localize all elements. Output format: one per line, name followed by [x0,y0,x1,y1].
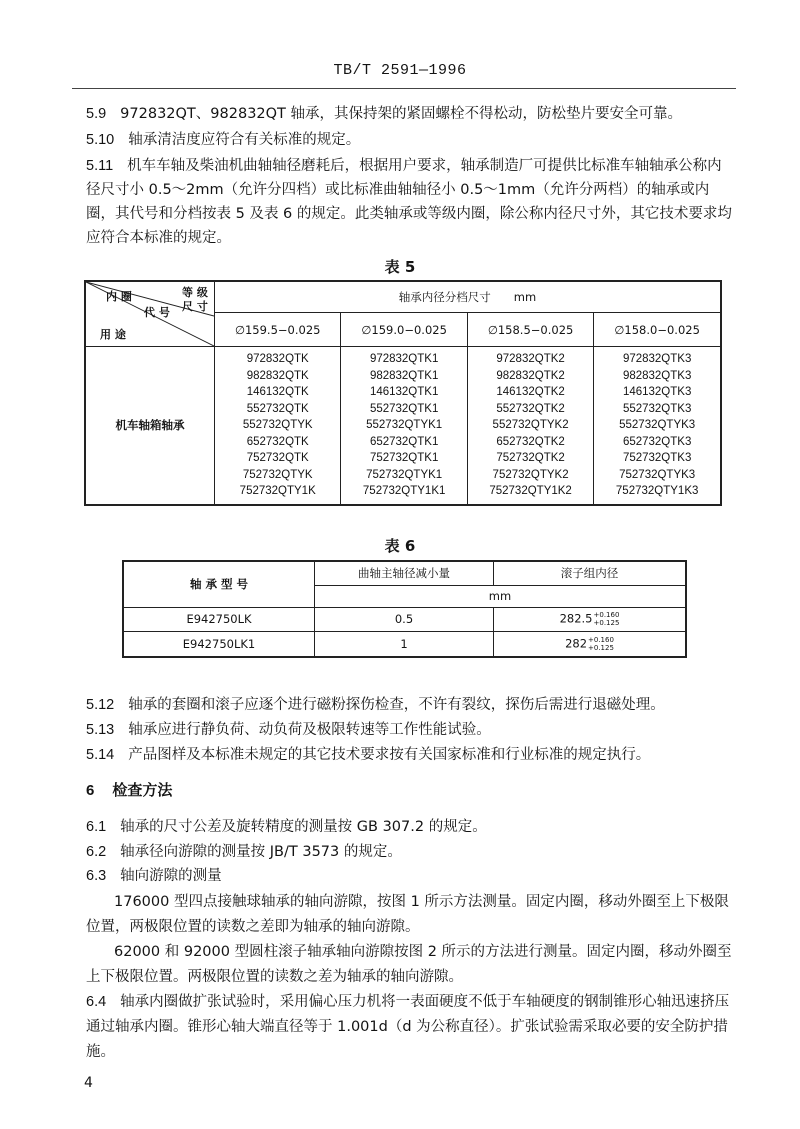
table6-col-model: 轴 承 型 号 [123,561,315,607]
table5-codes-col-3 [467,347,593,505]
table5-col-3: ∅158.5−0.025 [467,313,593,347]
corner-level: 等 级 [182,286,208,299]
clause-5-13 [86,718,736,743]
bearing-code: 972832QTK2 [496,353,565,365]
table6-diameter-cell [494,631,687,657]
table6-reduction: 1 [315,631,494,657]
clause-text: 轴向游隙的测量 [120,868,222,884]
tol-lower: +0.125 [593,619,620,627]
section-6-heading [86,778,736,803]
clause-number: 6.3 [86,868,107,884]
clause-number: 5.10 [86,132,115,148]
bearing-code: 146132QTK [246,386,309,398]
bearing-code: 752732QTK [246,452,309,464]
bearing-code: 752732QTK1 [369,452,439,464]
clause-number: 5.11 [86,158,114,174]
clause-5-10 [86,128,736,153]
clause-5-11 [86,154,736,250]
paragraph-6-3-a: 176000 型四点接触球轴承的轴向游隙，按图 1 所示方法测量。固定内圈，移动外圈至上下极限位置，两极限位置的读数之差即为轴承的轴向游隙。 [86,894,729,935]
clause-text: 产品图样及本标准未规定的其它技术要求按有关国家标准和行业标准的规定执行。 [128,747,651,763]
clause-text: 机车车轴及柴油机曲轴轴径磨耗后，根据用户要求，轴承制造厂可提供比标准车轴轴承公称内径尺寸小 0.5～2mm（允许分四档）或比标准曲轴轴径小 0.5～1mm（允许分两档）的轴承或内圈，其代号和分档按表 5 及表 6 的规定。此类轴承或等级内圈，除公称内径尺寸外，其它技术要求均应符合本标准的规定。 [86,158,732,246]
bearing-code: 752732QTYK2 [492,468,569,481]
bearing-code: 972832QTK [246,353,309,365]
paragraph-6-3-b: 62000 和 92000 型圆柱滚子轴承轴向游隙按图 2 所示的方法进行测量。固定内圈，移动外圈至上下极限位置。两极限位置的读数之差为轴承的轴向游隙。 [86,944,732,985]
table6-col-diameter: 滚子组内径 [494,561,687,585]
bearing-code: 972832QTK3 [622,353,692,365]
clause-number: 5.13 [86,722,115,738]
bearing-code: 982832QTK [246,369,309,382]
clause-5-9 [86,102,736,127]
table5-col-4: ∅158.0−0.025 [594,313,721,347]
header-rule [72,88,736,89]
bearing-code: 552732QTK3 [622,402,692,415]
bearing-code: 982832QTK2 [496,369,565,382]
table6-model: E942750LK1 [123,631,315,657]
clause-number: 6.2 [86,844,107,860]
clause-number: 5.14 [86,747,115,763]
clause-5-14 [86,743,736,768]
table5-codes-col-1 [215,347,341,505]
bearing-code: 552732QTK2 [496,402,565,415]
table6-unit: mm [315,585,687,607]
table6-tolerance [588,636,614,652]
tol-upper: +0.160 [588,635,614,644]
table5-col-2: ∅159.0−0.025 [341,313,467,347]
bearing-code: 552732QTYK [242,419,313,431]
table6-col-reduction: 曲轴主轴径减小量 [315,561,494,585]
bearing-code: 552732QTYK2 [492,419,569,431]
table5-row-label: 机车轴箱轴承 [85,347,215,505]
corner-size: 尺 寸 [182,300,208,313]
table5-caption: 表 5 [384,258,416,276]
clause-number: 6.1 [86,819,107,835]
standard-header: TB/T 2591—1996 [333,62,467,79]
section-number: 6 [86,782,95,799]
clause-6-3 [86,864,736,889]
bearing-code: 146132QTK1 [369,386,439,398]
clause-6-4 [86,990,736,1065]
clause-text: 轴承径向游隙的测量按 JB/T 3573 的规定。 [120,844,402,860]
clause-6-1 [86,815,736,840]
bearing-code: 552732QTYK1 [366,419,443,431]
table-5 [84,280,722,506]
clause-text: 972832QT、982832QT 轴承，其保持架的紧固螺栓不得松动，防松垫片要安全可靠。 [120,106,683,122]
table-6 [122,560,687,658]
table5-codes-col-4 [594,347,721,505]
table5-span-header: 轴承内径分档尺寸 mm [215,281,722,313]
clause-5-12 [86,693,736,718]
bearing-code: 752732QTY1K [239,485,316,497]
clause-text: 轴承内圈做扩张试验时，采用偏心压力机将一表面硬度不低于车轴硬度的钢制锥形心轴迅速挤压通过轴承内圈。锥形心轴大端直径等于 1.001d（d 为公称直径）。扩张试验需采取必要的安全防护措施。 [86,994,730,1060]
clause-number: 5.9 [86,106,107,122]
bearing-code: 752732QTY1K2 [489,485,572,497]
tol-upper: +0.160 [593,611,620,619]
table6-diameter: 282 [565,636,588,651]
table6-tolerance [594,611,620,627]
bearing-code: 752732QTYK3 [619,468,696,481]
clause-number: 5.12 [86,697,115,713]
bearing-code: 972832QTK1 [369,353,439,365]
bearing-code: 652732QTK1 [369,435,439,448]
corner-code: 代 号 [144,306,170,319]
table6-caption: 表 6 [384,537,416,555]
clause-text: 轴承清洁度应符合有关标准的规定。 [128,132,361,148]
bearing-code: 552732QTYK3 [619,419,696,431]
clause-text: 轴承的套圈和滚子应逐个进行磁粉探伤检查，不许有裂纹，探伤后需进行退磁处理。 [128,697,665,713]
clause-text: 轴承应进行静负荷、动负荷及极限转速等工作性能试验。 [128,722,491,738]
bearing-code: 752732QTY1K3 [615,485,699,497]
bearing-code: 752732QTK3 [622,452,692,464]
bearing-code: 752732QTK2 [496,452,565,464]
diagonal-header [86,282,214,346]
section-title: 检查方法 [112,781,173,799]
table6-reduction: 0.5 [315,607,494,631]
table6-diameter-cell [494,607,687,631]
table5-col-1: ∅159.5−0.025 [215,313,341,347]
bearing-code: 146132QTK2 [496,386,565,398]
clause-number: 6.4 [86,994,107,1010]
table6-model: E942750LK [123,607,315,631]
bearing-code: 146132QTK3 [622,386,692,398]
corner-ring: 内 圈 [106,290,132,303]
bearing-code: 652732QTK [246,435,309,448]
corner-usage: 用 途 [100,328,126,341]
table5-codes-col-2 [341,347,467,505]
bearing-code: 752732QTY1K1 [362,485,446,497]
table6-diameter: 282.5 [559,611,593,626]
bearing-code: 752732QTYK1 [366,468,443,481]
clause-6-2 [86,840,736,865]
page-number: 4 [84,1075,93,1091]
bearing-code: 752732QTYK [242,468,313,481]
bearing-code: 652732QTK2 [496,435,565,448]
bearing-code: 982832QTK3 [622,369,692,382]
bearing-code: 652732QTK3 [622,435,692,448]
clause-text: 轴承的尺寸公差及旋转精度的测量按 GB 307.2 的规定。 [120,819,487,835]
bearing-code: 982832QTK1 [369,369,439,382]
bearing-code: 552732QTK1 [369,402,439,415]
bearing-code: 552732QTK [246,402,309,415]
tol-lower: +0.125 [588,643,614,652]
table5-corner-cell [85,281,215,347]
